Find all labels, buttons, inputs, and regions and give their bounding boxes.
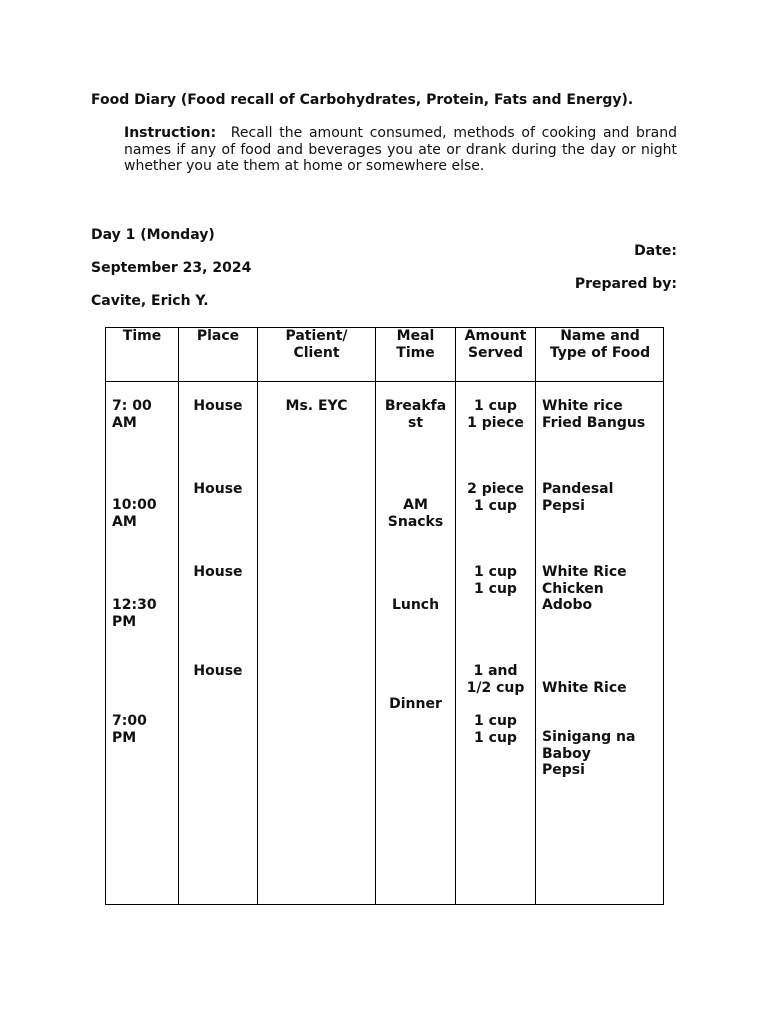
header-food: Name and Type of Food xyxy=(549,328,651,361)
row4-meal: Dinner xyxy=(389,696,442,712)
table-divider xyxy=(106,381,663,382)
header-place: Place xyxy=(196,328,240,344)
row4-amount-a: 1 and 1/2 cup xyxy=(466,663,525,696)
instruction-text: Recall the amount consumed, methods of cooking and brand names if any of food and beverages you ate or drank during the day or night whether you ate them at home or somewhere else. xyxy=(124,125,678,174)
row1-food: White rice Fried Bangus xyxy=(542,398,646,431)
row3-food: White Rice Chicken Adobo xyxy=(542,564,627,613)
instruction-label: Instruction: xyxy=(124,125,217,141)
header-meal-time: Meal Time xyxy=(396,328,435,361)
header-client: Patient/ Client xyxy=(285,328,348,361)
table-divider xyxy=(535,328,536,904)
row2-amount: 2 piece 1 cup xyxy=(467,481,524,514)
row3-time: 12:30 PM xyxy=(112,597,157,630)
prepared-by-name: Cavite, Erich Y. xyxy=(91,293,209,309)
row1-client: Ms. EYC xyxy=(285,398,348,414)
row1-meal: Breakfa st xyxy=(384,398,447,431)
row2-food: Pandesal Pepsi xyxy=(542,481,614,514)
document-title: Food Diary (Food recall of Carbohydrates, Protein, Fats and Energy). xyxy=(91,92,634,108)
row1-place: House xyxy=(193,398,243,414)
row3-place: House xyxy=(193,564,243,580)
row4-food-b: Sinigang na Baboy Pepsi xyxy=(542,729,636,778)
row4-place: House xyxy=(193,663,243,679)
row2-place: House xyxy=(193,481,243,497)
row2-meal: AM Snacks xyxy=(387,497,444,530)
row1-amount: 1 cup 1 piece xyxy=(467,398,524,431)
header-time: Time xyxy=(122,328,162,344)
date-value: September 23, 2024 xyxy=(91,260,252,276)
day-label: Day 1 (Monday) xyxy=(91,227,215,243)
food-diary-table xyxy=(105,327,664,905)
row1-time: 7: 00 AM xyxy=(112,398,152,431)
date-label: Date: xyxy=(634,243,677,259)
header-amount: Amount Served xyxy=(464,328,527,361)
row3-meal: Lunch xyxy=(391,597,440,613)
row3-amount: 1 cup 1 cup xyxy=(474,564,517,597)
row4-food-a: White Rice xyxy=(542,680,627,696)
row2-time: 10:00 AM xyxy=(112,497,157,530)
prepared-by-label: Prepared by: xyxy=(574,276,677,292)
row4-time: 7:00 PM xyxy=(112,713,147,746)
row4-amount-b: 1 cup 1 cup xyxy=(474,713,517,746)
instruction-paragraph xyxy=(124,125,677,175)
